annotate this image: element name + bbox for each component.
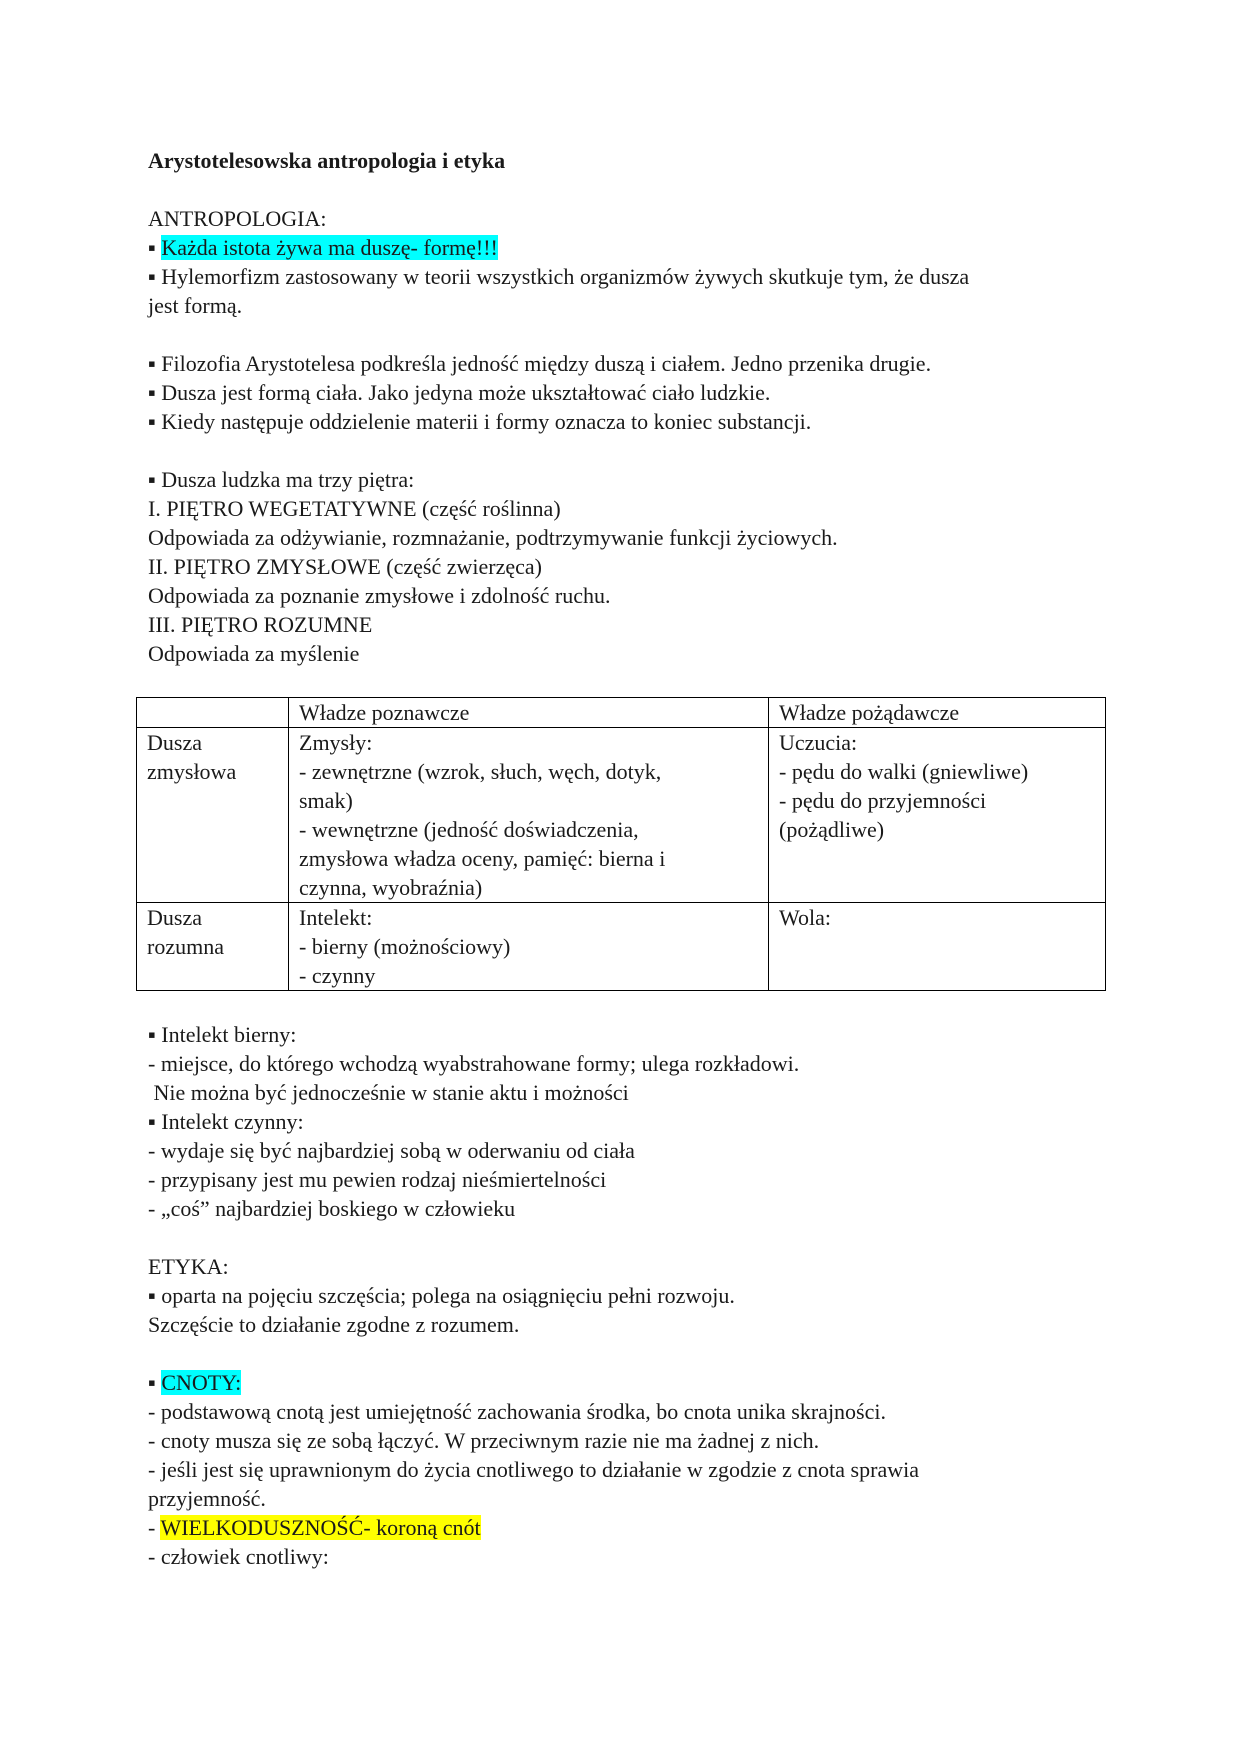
cell-line: (pożądliwe)	[779, 817, 885, 842]
list-item: - podstawową cnotą jest umiejętność zachowania środka, bo cnota unika skrajności.	[148, 1399, 886, 1424]
bullet-cnoty	[148, 1368, 1088, 1397]
spacer	[148, 1339, 1088, 1368]
level-1-desc: Odpowiada za odżywianie, rozmnażanie, podtrzymywanie funkcji życiowych.	[148, 525, 838, 550]
cell-line: - bierny (możnościowy)	[299, 934, 511, 959]
bullet-marker: ▪	[148, 1370, 162, 1395]
list-item: - miejsce, do którego wchodzą wyabstrahowane formy; ulega rozkładowi.	[148, 1051, 800, 1076]
list-item: Nie można być jednocześnie w stanie aktu i możności	[148, 1080, 629, 1105]
cell-line: czynna, wyobraźnia)	[299, 875, 483, 900]
spacer	[148, 175, 1088, 204]
cell-line: rozumna	[147, 934, 224, 959]
bullet-marker: ▪	[148, 235, 162, 260]
table-header-row	[137, 698, 1106, 728]
list-item-wielkodusznosc	[148, 1513, 1088, 1542]
list-item: - cnoty musza się ze sobą łączyć. W przeciwnym razie nie ma żadnej z nich.	[148, 1428, 820, 1453]
spacer	[148, 1223, 1088, 1252]
bullet-hylemorfizm: ▪ Hylemorfizm zastosowany w teorii wszystkich organizmów żywych skutkuje tym, że dusza	[148, 264, 970, 289]
bullet-dusza-forma	[148, 233, 1088, 262]
table-cell	[769, 903, 1106, 991]
cell-line: - wewnętrzne (jedność doświadczenia,	[299, 817, 639, 842]
bullet-oddzielenie: ▪ Kiedy następuje oddzielenie materii i formy oznacza to koniec substancji.	[148, 409, 812, 434]
level-3-title: III. PIĘTRO ROZUMNE	[148, 612, 373, 637]
list-item: - przypisany jest mu pewien rodzaj nieśmiertelności	[148, 1167, 607, 1192]
document-title: Arystotelesowska antropologia i etyka	[148, 148, 506, 173]
table-header-cell: Władze poznawcze	[289, 698, 769, 728]
table-cell	[769, 728, 1106, 903]
bullet-szczescie: ▪ oparta na pojęciu szczęścia; polega na osiągnięciu pełni rozwoju.	[148, 1283, 735, 1308]
cell-line: smak)	[299, 788, 353, 813]
table-row	[137, 903, 1106, 991]
table-row	[137, 728, 1106, 903]
table-header-cell: Władze pożądawcze	[769, 698, 1106, 728]
bullet-intelekt-bierny: ▪ Intelekt bierny:	[148, 1022, 297, 1047]
highlighted-text: CNOTY:	[161, 1370, 242, 1395]
table-cell-label	[137, 728, 289, 903]
cell-line: - czynny	[299, 963, 376, 988]
szczescie-definition: Szczęście to działanie zgodne z rozumem.	[148, 1312, 520, 1337]
cell-line: - pędu do walki (gniewliwe)	[779, 759, 1029, 784]
list-item: - człowiek cnotliwy:	[148, 1544, 329, 1569]
cell-line: zmysłowa	[147, 759, 237, 784]
document-content	[148, 146, 1088, 1571]
intelekt-section	[148, 1020, 1088, 1223]
highlighted-text: WIELKODUSZNOŚĆ- koroną cnót	[160, 1515, 481, 1540]
table-cell	[289, 728, 769, 903]
table-header-cell	[137, 698, 289, 728]
spacer	[148, 436, 1088, 465]
bullet-hylemorfizm-cont: jest formą.	[148, 293, 243, 318]
cell-line: - pędu do przyjemności	[779, 788, 987, 813]
list-item: - wydaje się być najbardziej sobą w oderwaniu od ciała	[148, 1138, 635, 1163]
bullet-jednosc: ▪ Filozofia Arystotelesa podkreśla jedność między duszą i ciałem. Jedno przenika drugie.	[148, 351, 932, 376]
list-item: - jeśli jest się uprawnionym do życia cnotliwego to działanie w zgodzie z cnota sprawia	[148, 1457, 919, 1482]
cell-line: zmysłowa władza oceny, pamięć: bierna i	[299, 846, 666, 871]
level-1-title: I. PIĘTRO WEGETATYWNE (część roślinna)	[148, 496, 561, 521]
list-marker: -	[148, 1515, 161, 1540]
cell-line: Dusza	[147, 905, 202, 930]
soul-faculties-table	[136, 697, 1106, 991]
level-2-title: II. PIĘTRO ZMYSŁOWE (część zwierzęca)	[148, 554, 542, 579]
soul-faculties-table-wrap	[136, 697, 1106, 991]
cell-line: Zmysły:	[299, 730, 373, 755]
cell-line: Dusza	[147, 730, 202, 755]
bullet-intelekt-czynny: ▪ Intelekt czynny:	[148, 1109, 304, 1134]
bullet-forma-ciala: ▪ Dusza jest formą ciała. Jako jedyna może ukształtować ciało ludzkie.	[148, 380, 771, 405]
spacer	[148, 320, 1088, 349]
table-cell	[289, 903, 769, 991]
highlighted-text: Każda istota żywa ma duszę- formę!!!	[161, 235, 498, 260]
section-heading-etyka: ETYKA:	[148, 1254, 229, 1279]
bullet-trzy-pietra: ▪ Dusza ludzka ma trzy piętra:	[148, 467, 415, 492]
cell-line: - zewnętrzne (wzrok, słuch, węch, dotyk,	[299, 759, 662, 784]
list-item: - „coś” najbardziej boskiego w człowieku	[148, 1196, 516, 1221]
list-item-cont: przyjemność.	[148, 1486, 266, 1511]
level-3-desc: Odpowiada za myślenie	[148, 641, 360, 666]
cell-line: Intelekt:	[299, 905, 373, 930]
level-2-desc: Odpowiada za poznanie zmysłowe i zdolność ruchu.	[148, 583, 611, 608]
table-cell-label	[137, 903, 289, 991]
cell-line: Uczucia:	[779, 730, 858, 755]
cell-line: Wola:	[779, 905, 831, 930]
section-heading-antropologia: ANTROPOLOGIA:	[148, 206, 327, 231]
